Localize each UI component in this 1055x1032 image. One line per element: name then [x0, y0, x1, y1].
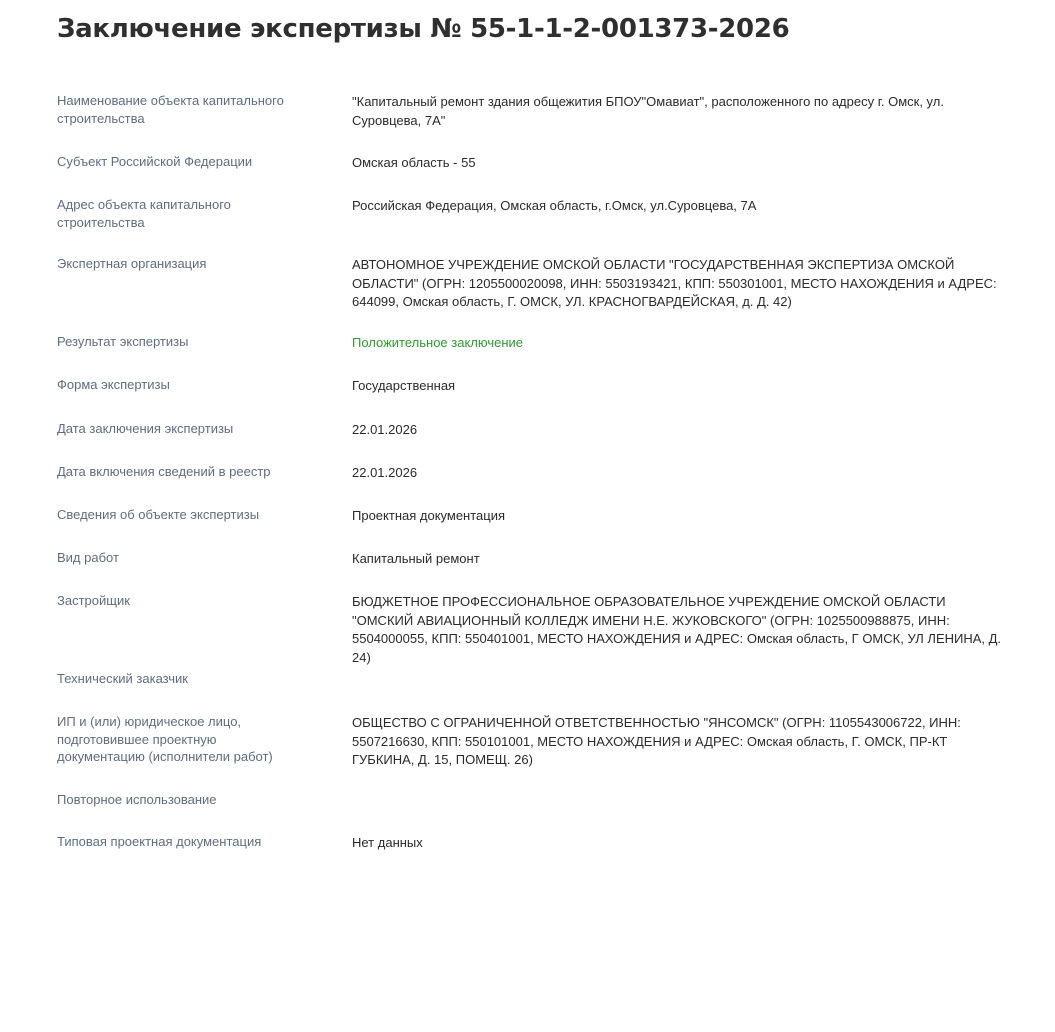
field-label: Субъект Российской Федерации: [57, 154, 253, 169]
field-value: БЮДЖЕТНОЕ ПРОФЕССИОНАЛЬНОЕ ОБРАЗОВАТЕЛЬНОЕ УЧРЕЖДЕНИЕ ОМСКОЙ ОБЛАСТИ "ОМСКИЙ АВИАЦИОННЫЙ КОЛЛЕДЖ ИМЕНИ Н.Е. ЖУКОВСКОГО" (ОГРН: 1025500988875, ИНН: 5504000055, КПП: 550401001, МЕСТО НАХОЖДЕНИЯ и АДРЕС: Омская область, Г ОМСК, УЛ ЛЕНИНА, Д. 24): [352, 594, 1002, 665]
field-label: Повторное использование: [57, 792, 217, 807]
result-status-text: Положительное заключение: [352, 335, 524, 350]
field-value: Нет данных: [352, 835, 423, 850]
field-label: Сведения об объекте экспертизы: [57, 507, 260, 522]
field-label: Наименование объекта капитального строительства: [57, 93, 284, 126]
field-value: Проектная документация: [352, 508, 506, 523]
page-title: Заключение экспертизы № 55-1-1-2-001373-2026: [57, 14, 790, 44]
field-label: Результат экспертизы: [57, 334, 189, 349]
field-value: ОБЩЕСТВО С ОГРАНИЧЕННОЙ ОТВЕТСТВЕННОСТЬЮ "ЯНСОМСК" (ОГРН: 1105543006722, ИНН: 5507216630, КПП: 550101001, МЕСТО НАХОЖДЕНИЯ и АДРЕС: Омская область, Г. ОМСК, ПР-КТ ГУБКИНА, Д. 15, ПОМЕЩ. 26): [352, 715, 961, 767]
field-value: 22.01.2026: [352, 422, 418, 437]
field-label: Типовая проектная документация: [57, 834, 262, 849]
field-value: "Капитальный ремонт здания общежития БПОУ"Омавиат", расположенного по адресу г. Омск, ул. Суровцева, 7А": [352, 94, 944, 128]
field-label: Застройщик: [57, 593, 130, 608]
field-value: АВТОНОМНОЕ УЧРЕЖДЕНИЕ ОМСКОЙ ОБЛАСТИ "ГОСУДАРСТВЕННАЯ ЭКСПЕРТИЗА ОМСКОЙ ОБЛАСТИ" (ОГРН: 1205500020098, ИНН: 5503193421, КПП: 550301001, МЕСТО НАХОЖДЕНИЯ и АДРЕС: 644099, Омская область, Г. ОМСК, УЛ. КРАСНОГВАРДЕЙСКАЯ, д. Д. 42): [352, 257, 997, 309]
field-value: Омская область - 55: [352, 155, 476, 170]
field-label: Дата включения сведений в реестр: [57, 464, 271, 479]
field-value: Капитальный ремонт: [352, 551, 480, 566]
field-label: Форма экспертизы: [57, 377, 170, 392]
field-label: Вид работ: [57, 550, 119, 565]
field-label: Экспертная организация: [57, 256, 207, 271]
field-value: Российская Федерация, Омская область, г.Омск, ул.Суровцева, 7А: [352, 198, 757, 213]
field-label: Адрес объекта капитального строительства: [57, 197, 231, 230]
field-value: Государственная: [352, 378, 456, 393]
field-label: ИП и (или) юридическое лицо, подготовившее проектную документацию (исполнители работ): [57, 714, 273, 764]
field-value: 22.01.2026: [352, 465, 418, 480]
field-label: Технический заказчик: [57, 671, 188, 686]
field-label: Дата заключения экспертизы: [57, 421, 234, 436]
